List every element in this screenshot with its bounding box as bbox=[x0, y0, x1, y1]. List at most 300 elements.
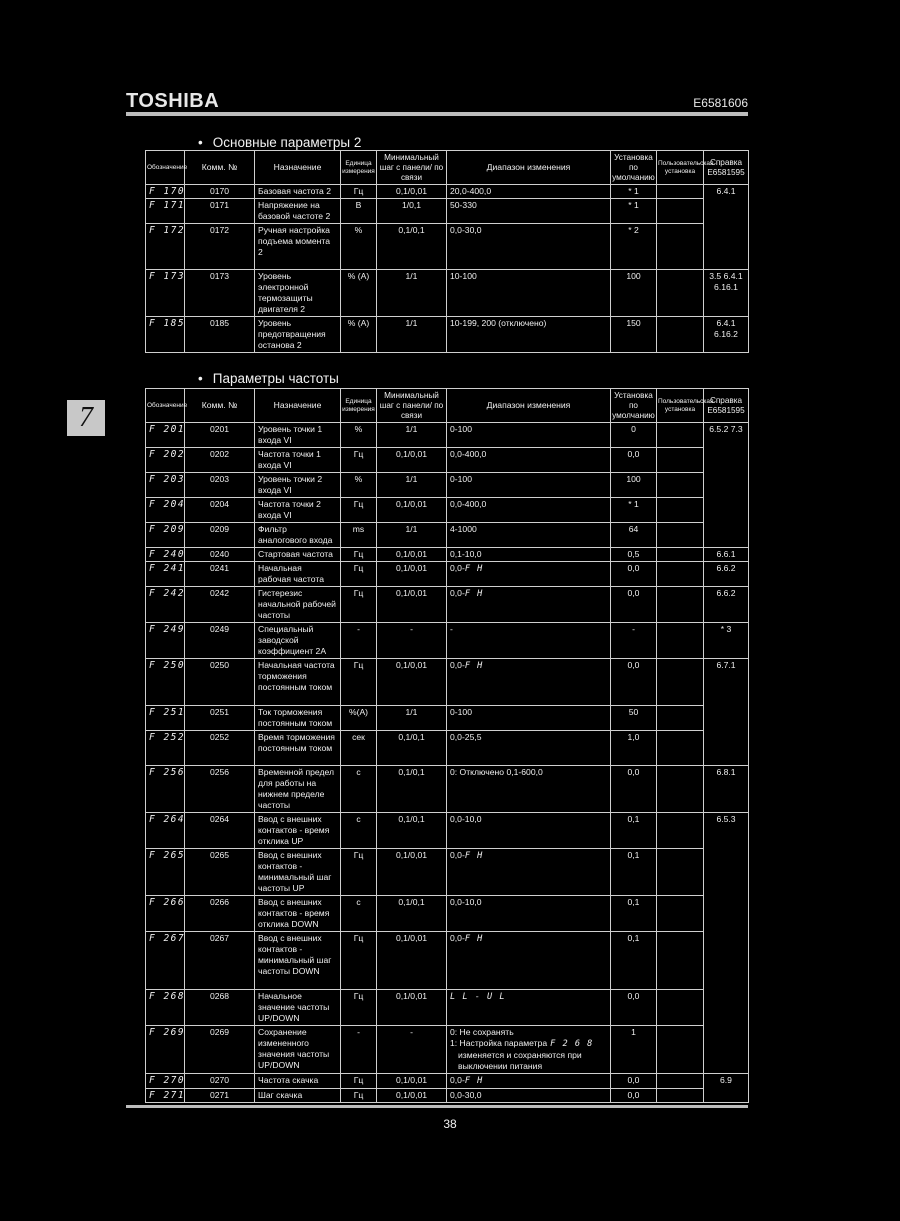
default-cell: 0,0 bbox=[611, 562, 657, 587]
purpose-cell: Уровень предотвращения останова 2 bbox=[255, 317, 341, 353]
range-cell bbox=[447, 498, 611, 523]
default-cell: 150 bbox=[611, 317, 657, 353]
symbol-cell: F 241 bbox=[146, 562, 185, 587]
table-row bbox=[146, 1089, 749, 1103]
user-cell bbox=[657, 849, 704, 896]
unit-cell: Гц bbox=[341, 1074, 377, 1089]
purpose-cell: Специальный заводской коэффициент 2А bbox=[255, 623, 341, 659]
table-row bbox=[146, 623, 749, 659]
range-line-2 bbox=[450, 1038, 607, 1050]
range-cell bbox=[447, 587, 611, 623]
col-comm-no: Комм. № bbox=[185, 389, 255, 423]
unit-cell: % bbox=[341, 423, 377, 448]
default-cell: 0,0 bbox=[611, 990, 657, 1026]
unit-cell: % bbox=[341, 473, 377, 498]
table-row bbox=[146, 813, 749, 849]
purpose-cell: Частота точки 1 входа VI bbox=[255, 448, 341, 473]
symbol-cell: F 268 bbox=[146, 990, 185, 1026]
comm-cell: 0241 bbox=[185, 562, 255, 587]
symbol-cell: F 201 bbox=[146, 423, 185, 448]
col-default: Установка по умолчанию bbox=[611, 389, 657, 423]
unit-cell: В bbox=[341, 199, 377, 224]
range-cell bbox=[447, 1074, 611, 1089]
user-cell bbox=[657, 731, 704, 766]
user-cell bbox=[657, 199, 704, 224]
table-row bbox=[146, 523, 749, 548]
comm-cell: 0267 bbox=[185, 932, 255, 990]
unit-cell: Гц bbox=[341, 548, 377, 562]
purpose-cell: Стартовая частота bbox=[255, 548, 341, 562]
col-user-setting: Пользовательская установка bbox=[657, 151, 704, 185]
purpose-cell: Ток торможения постоянным током bbox=[255, 706, 341, 731]
range-cell bbox=[447, 706, 611, 731]
comm-cell: 0269 bbox=[185, 1026, 255, 1074]
unit-cell: % (A) bbox=[341, 270, 377, 317]
table-row bbox=[146, 1026, 749, 1074]
default-cell: 0,1 bbox=[611, 932, 657, 990]
unit-cell: % (A) bbox=[341, 317, 377, 353]
range-line-3: изменяется и сохраняются при выключении питания bbox=[458, 1050, 582, 1071]
symbol-cell: F 185 bbox=[146, 317, 185, 353]
symbol-cell: F 171 bbox=[146, 199, 185, 224]
table-row bbox=[146, 706, 749, 731]
col-min-step: Минимальный шаг с панели/ по связи bbox=[377, 389, 447, 423]
unit-cell: Гц bbox=[341, 185, 377, 199]
purpose-cell: Ввод с внешних контактов - минимальный шаг частоты DOWN bbox=[255, 932, 341, 990]
default-cell: - bbox=[611, 623, 657, 659]
ref-cell: 6.8.1 bbox=[704, 766, 749, 813]
bullet-icon: • bbox=[198, 371, 203, 386]
range-segment-code: F 2 6 8 bbox=[550, 1039, 594, 1049]
step-cell: 0,1/0,01 bbox=[377, 1074, 447, 1089]
section-title-text: Основные параметры 2 bbox=[212, 135, 362, 150]
comm-cell: 0271 bbox=[185, 1089, 255, 1103]
user-cell bbox=[657, 1026, 704, 1074]
col-reference: Справка E6581595 bbox=[704, 389, 749, 423]
range-text: - bbox=[450, 624, 453, 634]
comm-cell: 0249 bbox=[185, 623, 255, 659]
comm-cell: 0185 bbox=[185, 317, 255, 353]
default-cell: * 1 bbox=[611, 185, 657, 199]
chapter-tab: 7 bbox=[67, 400, 105, 436]
step-cell: 1/0,1 bbox=[377, 199, 447, 224]
table-row bbox=[146, 766, 749, 813]
range-text: 0,0-10,0 bbox=[450, 814, 482, 824]
range-cell bbox=[447, 623, 611, 659]
range-segment-code: L L - U L bbox=[450, 992, 506, 1002]
symbol-cell: F 240 bbox=[146, 548, 185, 562]
user-cell bbox=[657, 932, 704, 990]
range-line-1: 0: Не сохранять bbox=[450, 1027, 514, 1037]
user-cell bbox=[657, 224, 704, 270]
step-cell: - bbox=[377, 1026, 447, 1074]
user-cell bbox=[657, 473, 704, 498]
ref-cell: 6.5.2 7.3 bbox=[704, 423, 749, 548]
symbol-cell: F 251 bbox=[146, 706, 185, 731]
user-cell bbox=[657, 813, 704, 849]
purpose-cell: Время торможения постоянным током bbox=[255, 731, 341, 766]
ref-cell: 6.7.1 bbox=[704, 659, 749, 766]
col-unit: Единица измерения bbox=[341, 389, 377, 423]
default-cell: 0,0 bbox=[611, 1074, 657, 1089]
col-range: Диапазон изменения bbox=[447, 151, 611, 185]
purpose-cell: Начальная рабочая частота bbox=[255, 562, 341, 587]
default-cell: 0,5 bbox=[611, 548, 657, 562]
comm-cell: 0252 bbox=[185, 731, 255, 766]
default-cell: 0,1 bbox=[611, 849, 657, 896]
step-cell: 1/1 bbox=[377, 270, 447, 317]
user-cell bbox=[657, 766, 704, 813]
comm-cell: 0173 bbox=[185, 270, 255, 317]
col-reference: Справка E6581595 bbox=[704, 151, 749, 185]
col-comm-no: Комм. № bbox=[185, 151, 255, 185]
step-cell: 1/1 bbox=[377, 473, 447, 498]
ref-cell: 6.6.1 bbox=[704, 548, 749, 562]
unit-cell: - bbox=[341, 1026, 377, 1074]
unit-cell: с bbox=[341, 766, 377, 813]
comm-cell: 0265 bbox=[185, 849, 255, 896]
col-symbol: Обозначение bbox=[146, 151, 185, 185]
user-cell bbox=[657, 706, 704, 731]
step-cell: 1/1 bbox=[377, 706, 447, 731]
range-cell bbox=[447, 448, 611, 473]
purpose-cell: Уровень электронной термозащиты двигателя 2 bbox=[255, 270, 341, 317]
step-cell: 0,1/0,1 bbox=[377, 896, 447, 932]
ref-cell: 6.4.1 bbox=[704, 185, 749, 270]
unit-cell: сек bbox=[341, 731, 377, 766]
section-title-basic-params-2 bbox=[198, 135, 361, 150]
table-row bbox=[146, 731, 749, 766]
range-text: 0,0-400,0 bbox=[450, 499, 487, 509]
symbol-cell: F 256 bbox=[146, 766, 185, 813]
step-cell: 0,1/0,1 bbox=[377, 224, 447, 270]
col-min-step: Минимальный шаг с панели/ по связи bbox=[377, 151, 447, 185]
unit-cell: ms bbox=[341, 523, 377, 548]
unit-cell: - bbox=[341, 623, 377, 659]
table-row bbox=[146, 990, 749, 1026]
comm-cell: 0268 bbox=[185, 990, 255, 1026]
table-row bbox=[146, 448, 749, 473]
col-user-setting: Пользовательская установка bbox=[657, 389, 704, 423]
range-text: 0,0- bbox=[450, 563, 465, 573]
table-frequency-params bbox=[145, 388, 749, 1103]
purpose-cell: Уровень точки 1 входа VI bbox=[255, 423, 341, 448]
purpose-cell: Начальная частота торможения постоянным током bbox=[255, 659, 341, 706]
range-text: 4-1000 bbox=[450, 524, 477, 534]
ref-cell: 6.5.3 bbox=[704, 813, 749, 1074]
range-text: 0,0-10,0 bbox=[450, 897, 482, 907]
user-cell bbox=[657, 498, 704, 523]
default-cell: 0,1 bbox=[611, 896, 657, 932]
symbol-cell: F 209 bbox=[146, 523, 185, 548]
table-row bbox=[146, 1074, 749, 1089]
range-text: 0: Отключено 0,1-600,0 bbox=[450, 767, 543, 777]
ref-cell: 6.6.2 bbox=[704, 562, 749, 587]
range-segment-code: F H bbox=[464, 589, 484, 599]
symbol-cell: F 250 bbox=[146, 659, 185, 706]
symbol-cell: F 249 bbox=[146, 623, 185, 659]
range-cell bbox=[447, 423, 611, 448]
range-text: 0-100 bbox=[450, 424, 472, 434]
range-segment-code: F H bbox=[464, 661, 484, 671]
comm-cell: 0240 bbox=[185, 548, 255, 562]
default-cell: 0,0 bbox=[611, 448, 657, 473]
unit-cell: Гц bbox=[341, 1089, 377, 1103]
step-cell: 0,1/0,01 bbox=[377, 849, 447, 896]
unit-cell: Гц bbox=[341, 659, 377, 706]
document-number: E6581606 bbox=[693, 96, 748, 110]
comm-cell: 0204 bbox=[185, 498, 255, 523]
user-cell bbox=[657, 1074, 704, 1089]
symbol-cell: F 264 bbox=[146, 813, 185, 849]
step-cell: 0,1/0,01 bbox=[377, 932, 447, 990]
purpose-cell: Сохранение измененного значения частоты UP/DOWN bbox=[255, 1026, 341, 1074]
user-cell bbox=[657, 423, 704, 448]
user-cell bbox=[657, 448, 704, 473]
step-cell: - bbox=[377, 623, 447, 659]
range-cell bbox=[447, 473, 611, 498]
default-cell: * 1 bbox=[611, 199, 657, 224]
table-row bbox=[146, 587, 749, 623]
unit-cell: Гц bbox=[341, 587, 377, 623]
range-text: 0,0- bbox=[450, 660, 465, 670]
user-cell bbox=[657, 1089, 704, 1103]
step-cell: 1/1 bbox=[377, 423, 447, 448]
range-text: 0,0-25,5 bbox=[450, 732, 482, 742]
range-cell bbox=[447, 896, 611, 932]
table-row bbox=[146, 932, 749, 990]
range-cell bbox=[447, 731, 611, 766]
col-symbol: Обозначение bbox=[146, 389, 185, 423]
symbol-cell: F 267 bbox=[146, 932, 185, 990]
range-cell bbox=[447, 1026, 611, 1074]
symbol-cell: F 242 bbox=[146, 587, 185, 623]
default-cell: * 1 bbox=[611, 498, 657, 523]
ref-cell: 3.5 6.4.1 6.16.1 bbox=[704, 270, 749, 317]
table-row bbox=[146, 224, 749, 270]
range-cell bbox=[447, 813, 611, 849]
purpose-cell: Напряжение на базовой частоте 2 bbox=[255, 199, 341, 224]
comm-cell: 0172 bbox=[185, 224, 255, 270]
range-cell bbox=[447, 849, 611, 896]
table-row bbox=[146, 849, 749, 896]
symbol-cell: F 270 bbox=[146, 1074, 185, 1089]
range-cell: 20,0-400,0 bbox=[447, 185, 611, 199]
comm-cell: 0270 bbox=[185, 1074, 255, 1089]
user-cell bbox=[657, 896, 704, 932]
range-text: 0-100 bbox=[450, 474, 472, 484]
symbol-cell: F 173 bbox=[146, 270, 185, 317]
range-text: 0,0-400,0 bbox=[450, 449, 487, 459]
range-text: 1: Настройка параметра bbox=[450, 1038, 548, 1048]
bullet-icon: • bbox=[198, 135, 203, 150]
table-row bbox=[146, 423, 749, 448]
step-cell: 0,1/0,01 bbox=[377, 1089, 447, 1103]
page-number: 38 bbox=[443, 1117, 457, 1131]
table-row bbox=[146, 199, 749, 224]
symbol-cell: F 204 bbox=[146, 498, 185, 523]
range-cell bbox=[447, 1089, 611, 1103]
brand-logo: TOSHIBA bbox=[126, 90, 220, 112]
section-title-text: Параметры частоты bbox=[212, 371, 339, 386]
symbol-cell: F 271 bbox=[146, 1089, 185, 1103]
user-cell bbox=[657, 317, 704, 353]
table-row bbox=[146, 185, 749, 199]
table-row bbox=[146, 473, 749, 498]
default-cell: * 2 bbox=[611, 224, 657, 270]
default-cell: 100 bbox=[611, 270, 657, 317]
symbol-cell: F 172 bbox=[146, 224, 185, 270]
table-row bbox=[146, 896, 749, 932]
user-cell bbox=[657, 270, 704, 317]
range-cell: 10-199, 200 (отключено) bbox=[447, 317, 611, 353]
step-cell: 1/1 bbox=[377, 317, 447, 353]
step-cell: 0,1/0,01 bbox=[377, 562, 447, 587]
comm-cell: 0250 bbox=[185, 659, 255, 706]
range-cell bbox=[447, 766, 611, 813]
range-text: 0,0-30,0 bbox=[450, 1090, 482, 1100]
comm-cell: 0242 bbox=[185, 587, 255, 623]
ref-cell: 6.6.2 bbox=[704, 587, 749, 623]
ref-cell: 6.4.1 6.16.2 bbox=[704, 317, 749, 353]
table-row bbox=[146, 498, 749, 523]
step-cell: 0,1/0,1 bbox=[377, 766, 447, 813]
purpose-cell: Частота скачка bbox=[255, 1074, 341, 1089]
comm-cell: 0209 bbox=[185, 523, 255, 548]
col-range: Диапазон изменения bbox=[447, 389, 611, 423]
header-rule bbox=[126, 112, 748, 116]
unit-cell: Гц bbox=[341, 448, 377, 473]
user-cell bbox=[657, 659, 704, 706]
table-row bbox=[146, 317, 749, 353]
default-cell: 0,0 bbox=[611, 766, 657, 813]
comm-cell: 0264 bbox=[185, 813, 255, 849]
range-segment-code: F H bbox=[464, 564, 484, 574]
default-cell: 100 bbox=[611, 473, 657, 498]
symbol-cell: F 170 bbox=[146, 185, 185, 199]
user-cell bbox=[657, 990, 704, 1026]
range-text: 0,0- bbox=[450, 933, 465, 943]
comm-cell: 0256 bbox=[185, 766, 255, 813]
step-cell: 0,1/0,01 bbox=[377, 990, 447, 1026]
purpose-cell: Ввод с внешних контактов - время отклика DOWN bbox=[255, 896, 341, 932]
comm-cell: 0202 bbox=[185, 448, 255, 473]
comm-cell: 0171 bbox=[185, 199, 255, 224]
footer-rule bbox=[126, 1105, 748, 1108]
step-cell: 0,1/0,01 bbox=[377, 498, 447, 523]
comm-cell: 0251 bbox=[185, 706, 255, 731]
unit-cell: Гц bbox=[341, 562, 377, 587]
table-row bbox=[146, 562, 749, 587]
comm-cell: 0201 bbox=[185, 423, 255, 448]
step-cell: 0,1/0,01 bbox=[377, 548, 447, 562]
purpose-cell: Ввод с внешних контактов - время отклика UP bbox=[255, 813, 341, 849]
unit-cell: Гц bbox=[341, 932, 377, 990]
table-basic-params-2 bbox=[145, 150, 749, 353]
range-text: 0,1-10,0 bbox=[450, 549, 482, 559]
purpose-cell: Шаг скачка bbox=[255, 1089, 341, 1103]
symbol-cell: F 266 bbox=[146, 896, 185, 932]
user-cell bbox=[657, 523, 704, 548]
range-text: 0,0- bbox=[450, 850, 465, 860]
unit-cell: Гц bbox=[341, 498, 377, 523]
user-cell bbox=[657, 185, 704, 199]
user-cell bbox=[657, 562, 704, 587]
symbol-cell: F 203 bbox=[146, 473, 185, 498]
comm-cell: 0170 bbox=[185, 185, 255, 199]
range-cell bbox=[447, 932, 611, 990]
range-text: 0-100 bbox=[450, 707, 472, 717]
ref-cell: 6.9 bbox=[704, 1074, 749, 1103]
unit-cell: Гц bbox=[341, 990, 377, 1026]
comm-cell: 0203 bbox=[185, 473, 255, 498]
purpose-cell: Фильтр аналогового входа bbox=[255, 523, 341, 548]
range-cell bbox=[447, 990, 611, 1026]
col-unit: Единица измерения bbox=[341, 151, 377, 185]
unit-cell: Гц bbox=[341, 849, 377, 896]
unit-cell: %(A) bbox=[341, 706, 377, 731]
user-cell bbox=[657, 548, 704, 562]
range-cell bbox=[447, 562, 611, 587]
default-cell: 0,0 bbox=[611, 1089, 657, 1103]
default-cell: 0,0 bbox=[611, 587, 657, 623]
step-cell: 0,1/0,01 bbox=[377, 185, 447, 199]
unit-cell: с bbox=[341, 813, 377, 849]
unit-cell: % bbox=[341, 224, 377, 270]
table-row bbox=[146, 659, 749, 706]
purpose-cell: Уровень точки 2 входа VI bbox=[255, 473, 341, 498]
user-cell bbox=[657, 587, 704, 623]
range-segment-code: F H bbox=[464, 851, 484, 861]
default-cell: 50 bbox=[611, 706, 657, 731]
default-cell: 1 bbox=[611, 1026, 657, 1074]
step-cell: 1/1 bbox=[377, 523, 447, 548]
symbol-cell: F 202 bbox=[146, 448, 185, 473]
purpose-cell: Базовая частота 2 bbox=[255, 185, 341, 199]
purpose-cell: Ввод с внешних контактов - минимальный шаг частоты UP bbox=[255, 849, 341, 896]
purpose-cell: Частота точки 2 входа VI bbox=[255, 498, 341, 523]
range-cell: 10-100 bbox=[447, 270, 611, 317]
range-segment-code: F H bbox=[464, 934, 484, 944]
range-cell bbox=[447, 659, 611, 706]
range-cell: 50-330 bbox=[447, 199, 611, 224]
table-row bbox=[146, 270, 749, 317]
range-text: 0,0- bbox=[450, 1075, 465, 1085]
default-cell: 0,1 bbox=[611, 813, 657, 849]
purpose-cell: Начальное значение частоты UP/DOWN bbox=[255, 990, 341, 1026]
range-cell bbox=[447, 548, 611, 562]
range-segment-code: F H bbox=[464, 1076, 484, 1086]
step-cell: 0,1/0,1 bbox=[377, 813, 447, 849]
range-cell: 0,0-30,0 bbox=[447, 224, 611, 270]
purpose-cell: Ручная настройка подъема момента 2 bbox=[255, 224, 341, 270]
range-cell bbox=[447, 523, 611, 548]
symbol-cell: F 252 bbox=[146, 731, 185, 766]
purpose-cell: Временной предел для работы на нижнем пределе частоты bbox=[255, 766, 341, 813]
step-cell: 0,1/0,01 bbox=[377, 659, 447, 706]
col-purpose: Назначение bbox=[255, 389, 341, 423]
unit-cell: с bbox=[341, 896, 377, 932]
step-cell: 0,1/0,1 bbox=[377, 731, 447, 766]
col-default: Установка по умолчанию bbox=[611, 151, 657, 185]
purpose-cell: Гистерезис начальной рабочей частоты bbox=[255, 587, 341, 623]
default-cell: 1,0 bbox=[611, 731, 657, 766]
symbol-cell: F 269 bbox=[146, 1026, 185, 1074]
ref-cell: * 3 bbox=[704, 623, 749, 659]
range-text: 0,0- bbox=[450, 588, 465, 598]
symbol-cell: F 265 bbox=[146, 849, 185, 896]
comm-cell: 0266 bbox=[185, 896, 255, 932]
